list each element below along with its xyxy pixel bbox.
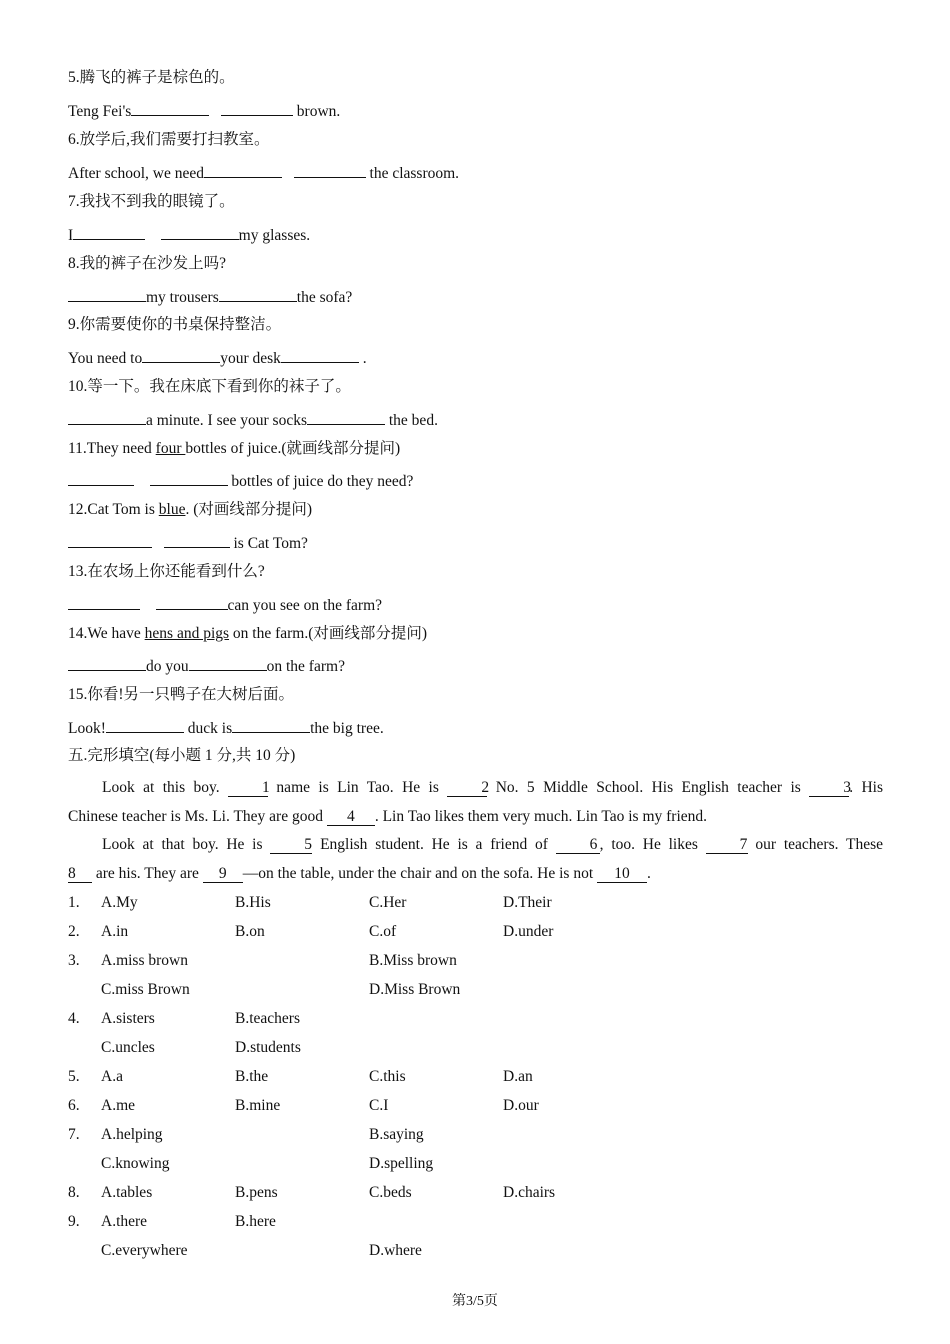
option-c[interactable]: C.miss Brown — [101, 981, 190, 998]
cloze-blank-9[interactable]: 9 — [203, 866, 243, 883]
option-c[interactable]: C.this — [369, 1068, 406, 1085]
option-number: 5. — [68, 1068, 80, 1085]
question-11-prompt: 11.They need four bottles of juice.(就画线部分提问) — [68, 440, 401, 457]
cloze-blank-7[interactable]: 7 — [706, 837, 748, 854]
option-number: 2. — [68, 923, 80, 940]
page-number: 第3/5页 — [452, 1294, 498, 1309]
option-c[interactable]: C.knowing — [101, 1155, 170, 1172]
option-a[interactable]: A.My — [101, 894, 138, 911]
option-b[interactable]: B.saying — [369, 1126, 424, 1143]
option-d[interactable]: D.where — [369, 1242, 422, 1259]
option-c[interactable]: C.Her — [369, 894, 407, 911]
question-8-answer: my trousers the sofa? — [68, 286, 352, 308]
question-9-prompt: 9.你需要使你的书桌保持整洁。 — [68, 316, 282, 333]
cloze-blank-10[interactable]: 10 — [597, 866, 647, 883]
blank[interactable] — [68, 470, 134, 486]
blank[interactable] — [73, 224, 145, 240]
question-15-prompt: 15.你看!另一只鸭子在大树后面。 — [68, 686, 295, 703]
option-d[interactable]: D.Their — [503, 894, 552, 911]
option-c[interactable]: C.everywhere — [101, 1242, 188, 1259]
blank[interactable] — [189, 655, 267, 671]
option-b[interactable]: B.pens — [235, 1184, 278, 1201]
option-c[interactable]: C.of — [369, 923, 397, 940]
cloze-blank-4[interactable]: 4 — [327, 809, 375, 826]
question-14-prompt: 14.We have hens and pigs on the farm.(对画线部分提问) — [68, 625, 428, 642]
blank[interactable] — [68, 655, 146, 671]
cloze-blank-1[interactable]: 1 — [228, 780, 268, 797]
option-a[interactable]: A.in — [101, 923, 129, 940]
option-a[interactable]: A.me — [101, 1097, 136, 1114]
section-title: 五.完形填空(每小题 1 分,共 10 分) — [68, 747, 296, 764]
question-10-answer: a minute. I see your socks the bed. — [68, 409, 438, 431]
question-14-answer: do you on the farm? — [68, 655, 345, 677]
blank[interactable] — [131, 100, 209, 116]
option-c[interactable]: C.beds — [369, 1184, 412, 1201]
option-b[interactable]: B.here — [235, 1213, 276, 1230]
blank[interactable] — [106, 717, 184, 733]
option-d[interactable]: D.our — [503, 1097, 539, 1114]
option-d[interactable]: D.an — [503, 1068, 533, 1085]
blank[interactable] — [161, 224, 239, 240]
blank[interactable] — [281, 347, 359, 363]
question-13-prompt: 13.在农场上你还能看到什么? — [68, 563, 265, 580]
question-12-answer: is Cat Tom? — [68, 532, 308, 554]
option-d[interactable]: D.students — [235, 1039, 301, 1056]
option-b[interactable]: B.teachers — [235, 1010, 300, 1027]
option-number: 9. — [68, 1213, 80, 1230]
blank[interactable] — [68, 409, 146, 425]
option-number: 1. — [68, 894, 80, 911]
option-b[interactable]: B.His — [235, 894, 271, 911]
option-b[interactable]: B.mine — [235, 1097, 281, 1114]
option-b[interactable]: B.on — [235, 923, 265, 940]
option-d[interactable]: D.under — [503, 923, 554, 940]
option-number: 4. — [68, 1010, 80, 1027]
question-8-prompt: 8.我的裤子在沙发上吗? — [68, 255, 227, 272]
option-number: 6. — [68, 1097, 80, 1114]
blank[interactable] — [142, 347, 220, 363]
blank[interactable] — [68, 594, 140, 610]
blank[interactable] — [307, 409, 385, 425]
option-b[interactable]: B.the — [235, 1068, 269, 1085]
question-6-prompt: 6.放学后,我们需要打扫教室。 — [68, 131, 270, 148]
cloze-blank-2[interactable]: 2 — [447, 780, 487, 797]
blank[interactable] — [232, 717, 310, 733]
question-7-prompt: 7.我找不到我的眼镜了。 — [68, 193, 235, 210]
blank[interactable] — [164, 532, 230, 548]
option-number: 7. — [68, 1126, 80, 1143]
question-12-prompt: 12.Cat Tom is blue. (对画线部分提问) — [68, 501, 313, 518]
question-13-answer: can you see on the farm? — [68, 594, 382, 616]
blank[interactable] — [156, 594, 228, 610]
blank[interactable] — [219, 286, 297, 302]
passage-line: 8 are his. They are 9 —on the table, under the chair and on the sofa. He is not 10 . — [68, 865, 651, 882]
cloze-blank-5[interactable]: 5 — [270, 837, 312, 854]
cloze-blank-6[interactable]: 6 — [556, 837, 600, 854]
blank[interactable] — [68, 286, 146, 302]
option-c[interactable]: C.uncles — [101, 1039, 155, 1056]
question-15-answer: Look! duck is the big tree. — [68, 717, 384, 739]
blank[interactable] — [294, 162, 366, 178]
blank[interactable] — [204, 162, 282, 178]
option-number: 8. — [68, 1184, 80, 1201]
question-10-prompt: 10.等一下。我在床底下看到你的袜子了。 — [68, 378, 351, 395]
option-a[interactable]: A.helping — [101, 1126, 163, 1143]
blank[interactable] — [221, 100, 293, 116]
option-c[interactable]: C.I — [369, 1097, 389, 1114]
option-a[interactable]: A.miss brown — [101, 952, 188, 969]
question-5-prompt: 5.腾飞的裤子是棕色的。 — [68, 69, 235, 86]
blank[interactable] — [150, 470, 228, 486]
option-a[interactable]: A.a — [101, 1068, 123, 1085]
question-5-answer: Teng Fei's brown. — [68, 100, 340, 122]
passage-line: Look at that boy. He is 5 English student. He is a friend of 6 , too. He likes 7 our teachers. These — [102, 836, 883, 853]
option-d[interactable]: D.spelling — [369, 1155, 434, 1172]
question-9-answer: You need to your desk . — [68, 347, 367, 369]
question-7-answer: I my glasses. — [68, 224, 310, 246]
passage-line: Chinese teacher is Ms. Li. They are good 4 . Lin Tao likes them very much. Lin Tao is my friend. — [68, 808, 708, 825]
option-d[interactable]: D.Miss Brown — [369, 981, 461, 998]
cloze-blank-3[interactable]: 3 — [809, 780, 849, 797]
blank[interactable] — [68, 532, 152, 548]
cloze-blank-8[interactable]: 8 — [68, 866, 92, 883]
option-d[interactable]: D.chairs — [503, 1184, 556, 1201]
question-11-answer: bottles of juice do they need? — [68, 470, 413, 492]
option-a[interactable]: A.tables — [101, 1184, 153, 1201]
option-number: 3. — [68, 952, 80, 969]
question-6-answer: After school, we need the classroom. — [68, 162, 459, 184]
option-a[interactable]: A.there — [101, 1213, 148, 1230]
option-b[interactable]: B.Miss brown — [369, 952, 457, 969]
passage-line: Look at this boy. 1 name is Lin Tao. He is 2 No. 5 Middle School. His English teacher is 3. His — [102, 779, 883, 796]
option-a[interactable]: A.sisters — [101, 1010, 155, 1027]
